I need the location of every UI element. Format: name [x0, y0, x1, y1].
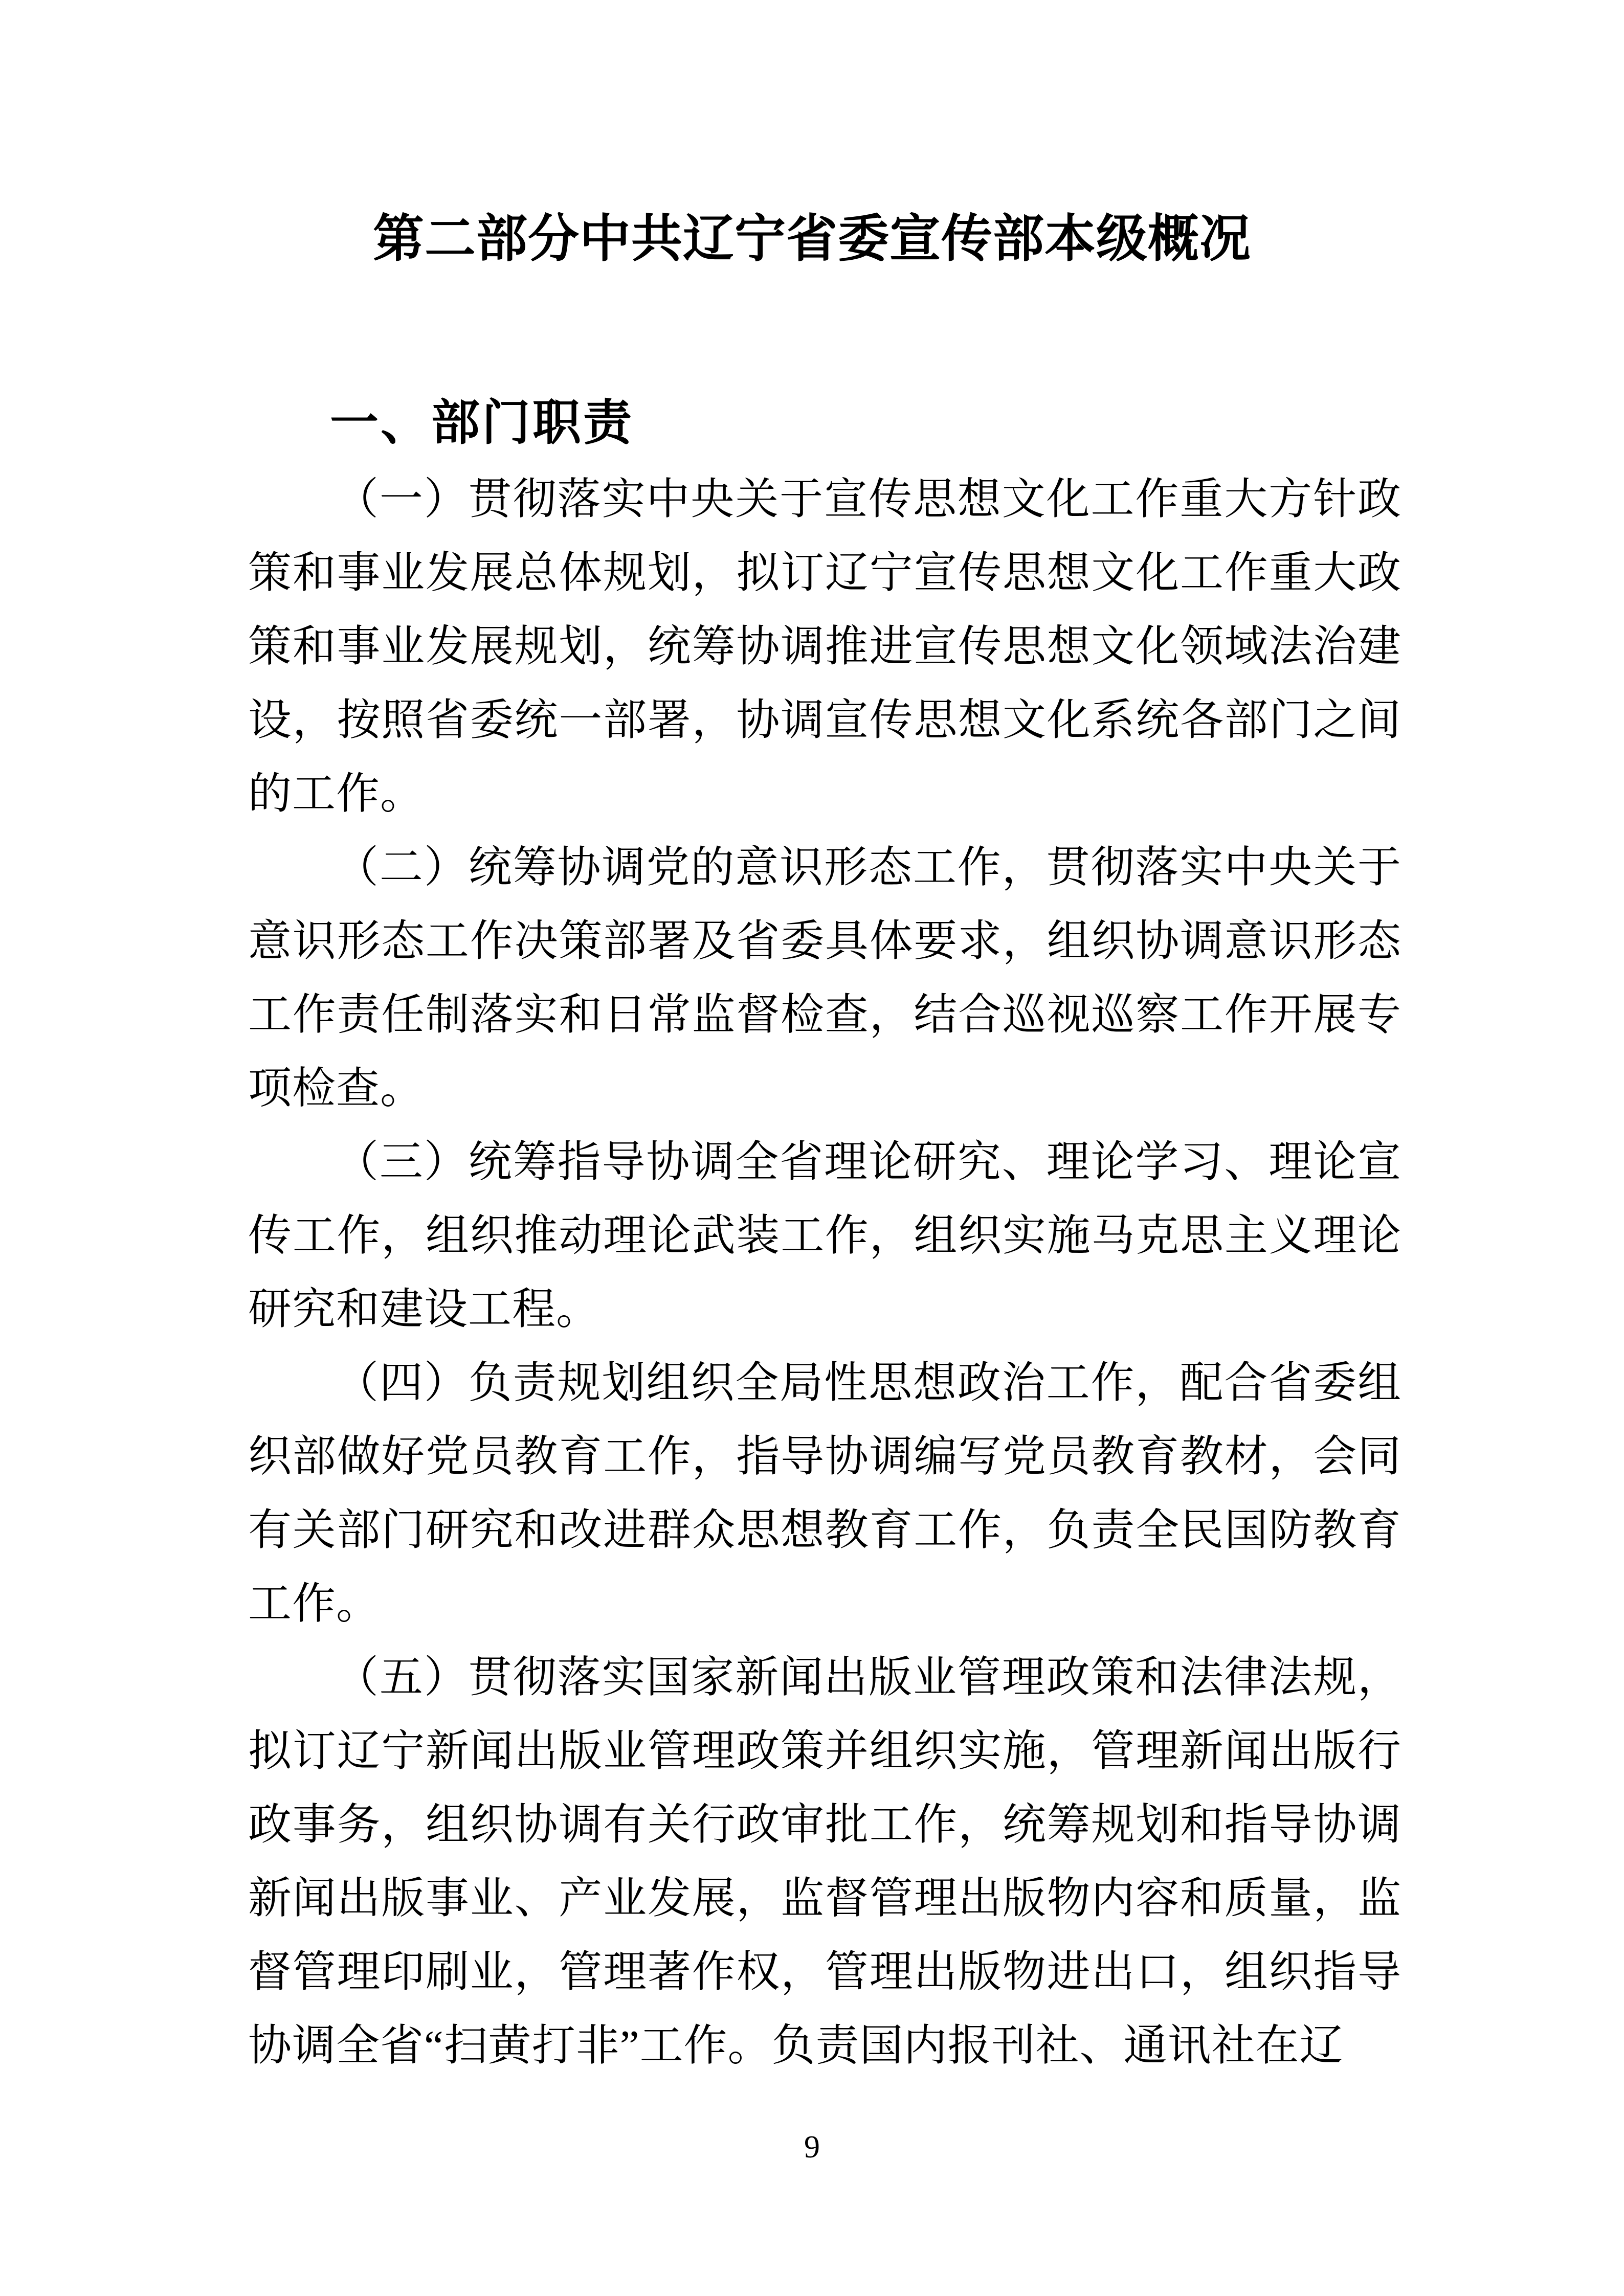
paragraph-2: （二）统筹协调党的意识形态工作，贯彻落实中央关于意识形态工作决策部署及省委具体要求，组织协调意识形态工作责任制落实和日常监督检查，结合巡视巡察工作开展专项检查。	[248, 843, 1401, 1113]
document-body	[248, 463, 1401, 2083]
paragraph-3: （三）统筹指导协调全省理论研究、理论学习、理论宣传工作，组织推动理论武装工作，组织实施马克思主义理论研究和建设工程。	[248, 1138, 1401, 1334]
page-title: 第二部分中共辽宁省委宣传部本级概况	[373, 210, 1251, 267]
paragraph-4: （四）负责规划组织全局性思想政治工作，配合省委组织部做好党员教育工作，指导协调编写党员教育教材，会同有关部门研究和改进群众思想教育工作，负责全民国防教育工作。	[248, 1359, 1401, 1628]
paragraph-1: （一）贯彻落实中央关于宣传思想文化工作重大方针政策和事业发展总体规划，拟订辽宁宣传思想文化工作重大政策和事业发展规划，统筹协调推进宣传思想文化领域法治建设，按照省委统一部署，协调宣传思想文化系统各部门之间的工作。	[248, 475, 1401, 818]
section-heading: 一、部门职责	[330, 396, 634, 450]
paragraph-5: （五）贯彻落实国家新闻出版业管理政策和法律法规，拟订辽宁新闻出版业管理政策并组织实施，管理新闻出版行政事务，组织协调有关行政审批工作，统筹规划和指导协调新闻出版事业、产业发展，监督管理出版物内容和质量，监督管理印刷业，管理著作权，管理出版物进出口，组织指导协调全省“扫黄打非”工作。负责国内报刊社、通讯社在辽	[248, 1653, 1401, 2070]
page-number: 9	[804, 2130, 820, 2165]
